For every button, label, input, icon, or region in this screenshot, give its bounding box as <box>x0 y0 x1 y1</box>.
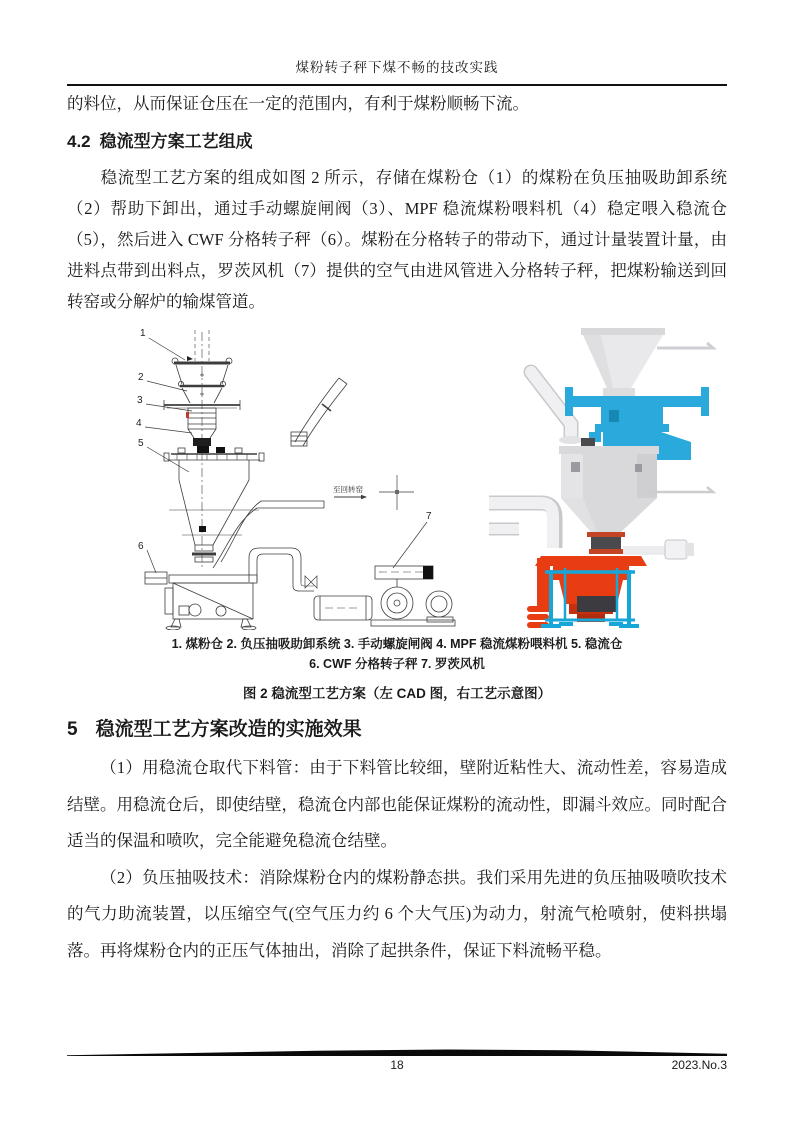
section-4-2-heading <box>67 127 727 152</box>
scale-motor <box>577 596 617 612</box>
cad-drawing-svg <box>109 320 461 630</box>
section-5-paragraph-1: （1）用稳流仓取代下料管：由于下料管比较细，壁附近粘性大、流动性差，容易造成结壁。用稳流仓后，即使结壁，稳流仓内部也能保证煤粉的流动性，即漏斗效应。同时配合适当的保温和喷吹，完全能避免稳流仓结壁。 <box>67 758 727 850</box>
flow-arrow-icon <box>334 495 367 499</box>
callout-1: 1 <box>140 328 146 339</box>
figure-legend <box>67 634 727 674</box>
callout-6: 6 <box>138 541 144 552</box>
callout-7: 7 <box>426 511 432 522</box>
section-4-2-paragraph: 稳流型工艺方案的组成如图 2 所示，存储在煤粉仓（1）的煤粉在负压抽吸助卸系统（2）帮助下卸出，通过手动螺旋闸阀（3）、MPF 稳流煤粉喂料机（4）稳定喂入稳流仓（5），然后进入 CWF 分格转子秤（6）。煤粉在分格转子的带动下，通过计量装置计量，由进料点带到出料点，罗茨风机（7）提供的空气由进风管进入分格转子秤，把煤粉输送到回转窑或分解炉的输煤管道。 <box>67 168 727 311</box>
render-image <box>489 320 717 635</box>
callout-4: 4 <box>136 418 142 429</box>
footer-rule <box>67 1049 727 1057</box>
callout-2: 2 <box>138 372 144 383</box>
running-title: 煤粉转子秤下煤不畅的技改实践 <box>295 60 499 75</box>
page-number: 18 <box>390 1058 404 1072</box>
figure-2 <box>67 320 727 630</box>
section-5-paragraph-2: （2）负压抽吸技术：消除煤粉仓内的煤粉静态拱。我们采用先进的负压抽吸喷吹技术的气力助流装置，以压缩空气(空气压力约 6 个大气压)为动力，射流气枪喷射，使料拱塌落。再将煤粉仓内的正压气体抽出，消除了起拱条件，保证下料流畅平稳。 <box>67 867 727 960</box>
section-4-2-title: 稳流型方案工艺组成 <box>99 132 253 151</box>
section-4-2-number: 4.2 <box>67 132 91 151</box>
issue-number: 2023.No.3 <box>671 1058 727 1072</box>
bin-outlet <box>587 532 625 554</box>
cad-red-mark <box>186 412 189 418</box>
section-5-title: 稳流型工艺方案改造的实施效果 <box>95 719 362 740</box>
crosshair-icon <box>379 475 414 510</box>
section-5-number: 5 <box>67 719 78 740</box>
render-image-svg <box>489 320 717 630</box>
render-hopper <box>581 328 713 398</box>
kiln-annotation: 至回转窑 <box>333 485 363 494</box>
callout-5: 5 <box>138 438 144 449</box>
figure-legend-line2: 6. CWF 分格转子秤 7. 罗茨风机 <box>309 657 485 671</box>
cad-drawing <box>109 320 461 635</box>
header-rule <box>67 84 727 86</box>
figure-caption: 图 2 稳流型工艺方案（左 CAD 图，右工艺示意图） <box>242 686 552 701</box>
section-5-heading <box>67 714 727 741</box>
body-continuation-line: 的料位，从而保证仓压在一定的范围内，有利于煤粉顺畅下流。 <box>67 94 529 113</box>
callout-3: 3 <box>137 395 143 406</box>
figure-legend-line1: 1. 煤粉仓 2. 负压抽吸助卸系统 3. 手动螺旋闸阀 4. MPF 稳流煤粉喂料机 5. 稳流仓 <box>171 637 623 651</box>
footer <box>67 1058 727 1076</box>
